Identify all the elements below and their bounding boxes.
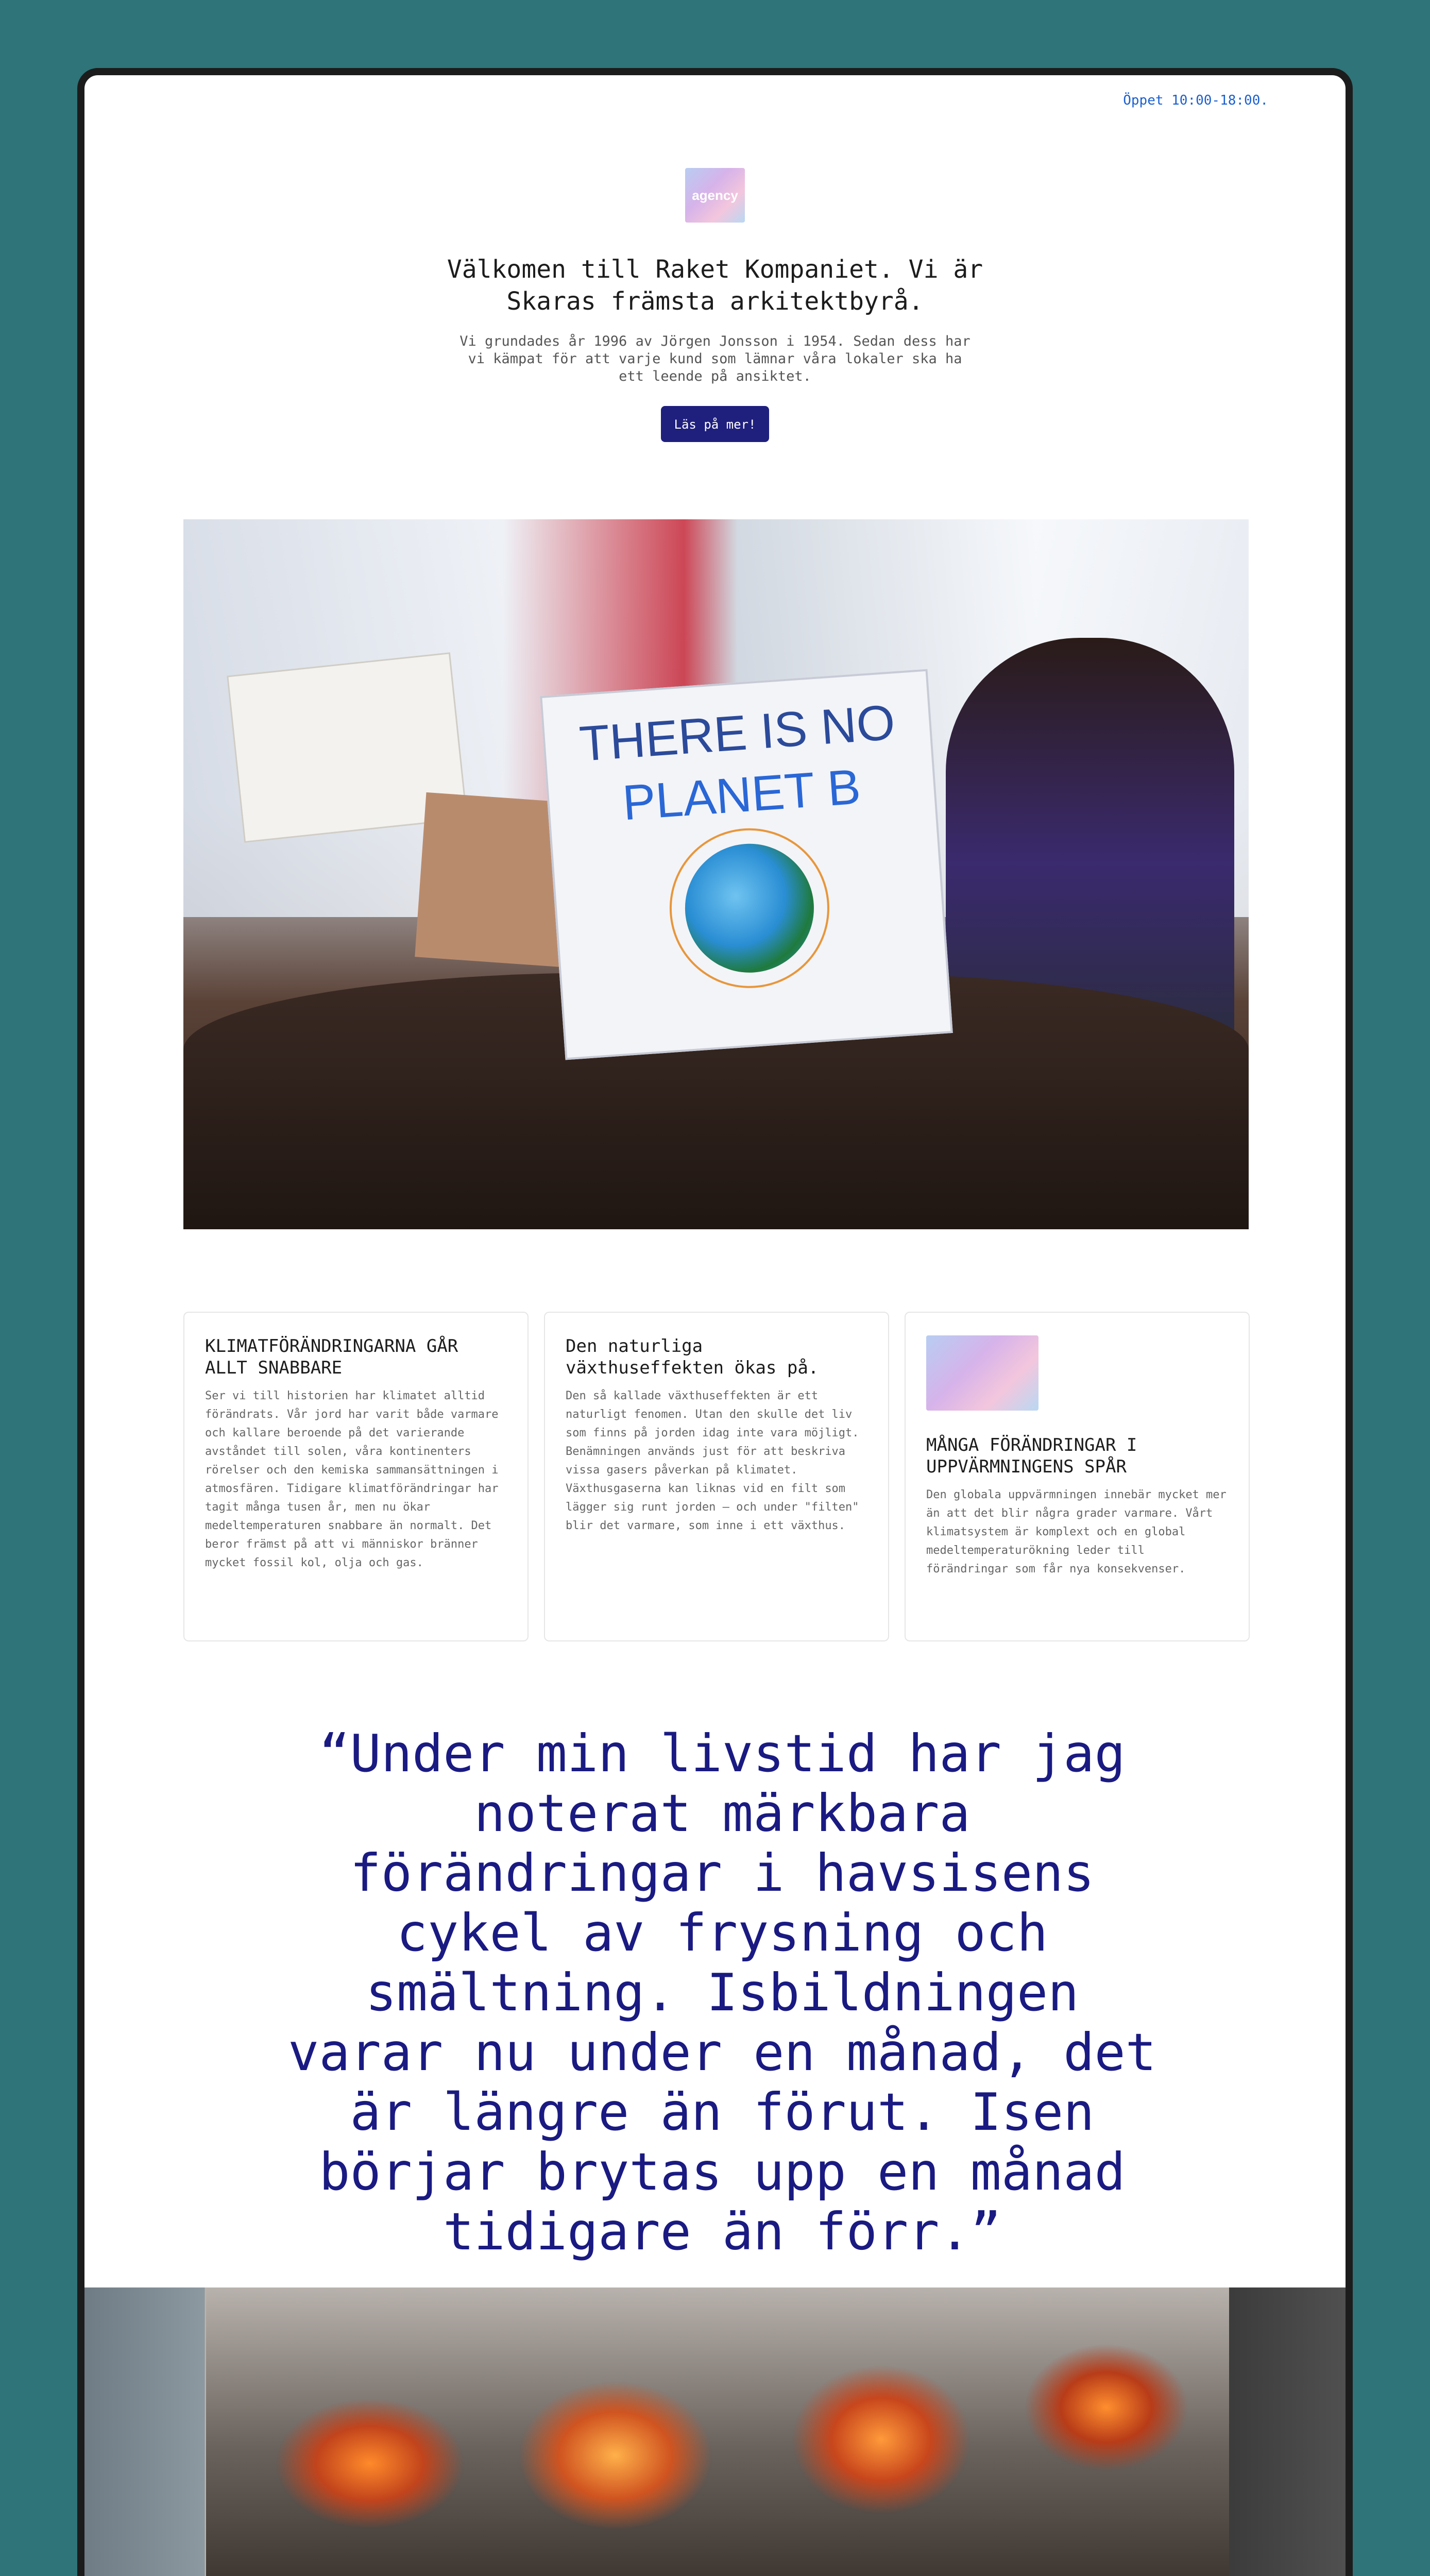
protest-photo [183, 519, 1249, 1229]
agency-logo[interactable]: agency [685, 168, 745, 223]
card-text: Den globala uppvärmningen innebär mycket mer än att det blir några grader varmare. Vårt klimatsystem är komplext och en global medeltemperaturökning leder till förändringar som får nya konsekvenser. [926, 1488, 1227, 1575]
feature-card [905, 1312, 1250, 1641]
hero [84, 168, 1346, 442]
card-logo-image [926, 1335, 1039, 1411]
card-title: MÅNGA FÖRÄNDRINGAR I UPPVÄRMNINGENS SPÅR [926, 1435, 1137, 1477]
browser-frame [77, 68, 1353, 2576]
globe-drawing [681, 839, 819, 977]
climate-quote: “Under min livstid har jag noterat märkbara förändringar i havsisens cykel av frysning och smältning. Isbildningen varar nu under en månad, det är längre än förut. Isen börjar brytas upp en månad tidigare än förr.” [288, 1723, 1156, 2262]
hero-title: Välkomen till Raket Kompaniet. Vi är Skaras främsta arkitektbyrå. [447, 255, 983, 316]
explosion-photo [84, 2287, 1346, 2576]
feature-card [183, 1312, 529, 1641]
read-more-button[interactable]: Läs på mer! [661, 406, 769, 442]
opening-hours-banner: Öppet 10:00-18:00. [1123, 93, 1268, 108]
hero-subtitle: Vi grundades år 1996 av Jörgen Jonsson i 1954. Sedan dess har vi kämpat för att varje kund som lämnar våra lokaler ska ha ett leende på ansiktet. [459, 333, 971, 384]
sign-line-2: PLANET B [621, 759, 862, 831]
feature-card [544, 1312, 889, 1641]
card-text: Den så kallade växthuseffekten är ett naturligt fenomen. Utan den skulle det liv som finns på jorden idag inte vara möjligt. Benämningen används just för att beskriva vissa gasers påverkan på klimatet. Växthusgaserna kan liknas vid en filt som lägger sig runt jorden – och under "filten" blir det varmare, som inne i ett växthus. [566, 1389, 859, 1532]
card-title: KLIMATFÖRÄNDRINGARNA GÅR ALLT SNABBARE [205, 1336, 458, 1378]
feature-cards [183, 1312, 1249, 1650]
card-text: Ser vi till historien har klimatet alltid förändrats. Vår jord har varit både varmare och kallare beroende på det varierande avståndet till solen, våra kontinenters rörelser och den kemiska sammansättningen i atmosfären. Tidigare klimatförändringar har tagit många tusen år, men nu ökar medeltemperaturen snabbare än normalt. Det beror främst på att vi människor bränner mycket fossil kol, olja och gas. [205, 1389, 499, 1569]
explosion-blast [206, 2287, 1229, 2576]
planet-b-sign [540, 669, 953, 1060]
card-title: Den naturliga växthuseffekten ökas på. [566, 1336, 819, 1378]
sign-line-1: THERE IS NO [577, 694, 897, 772]
